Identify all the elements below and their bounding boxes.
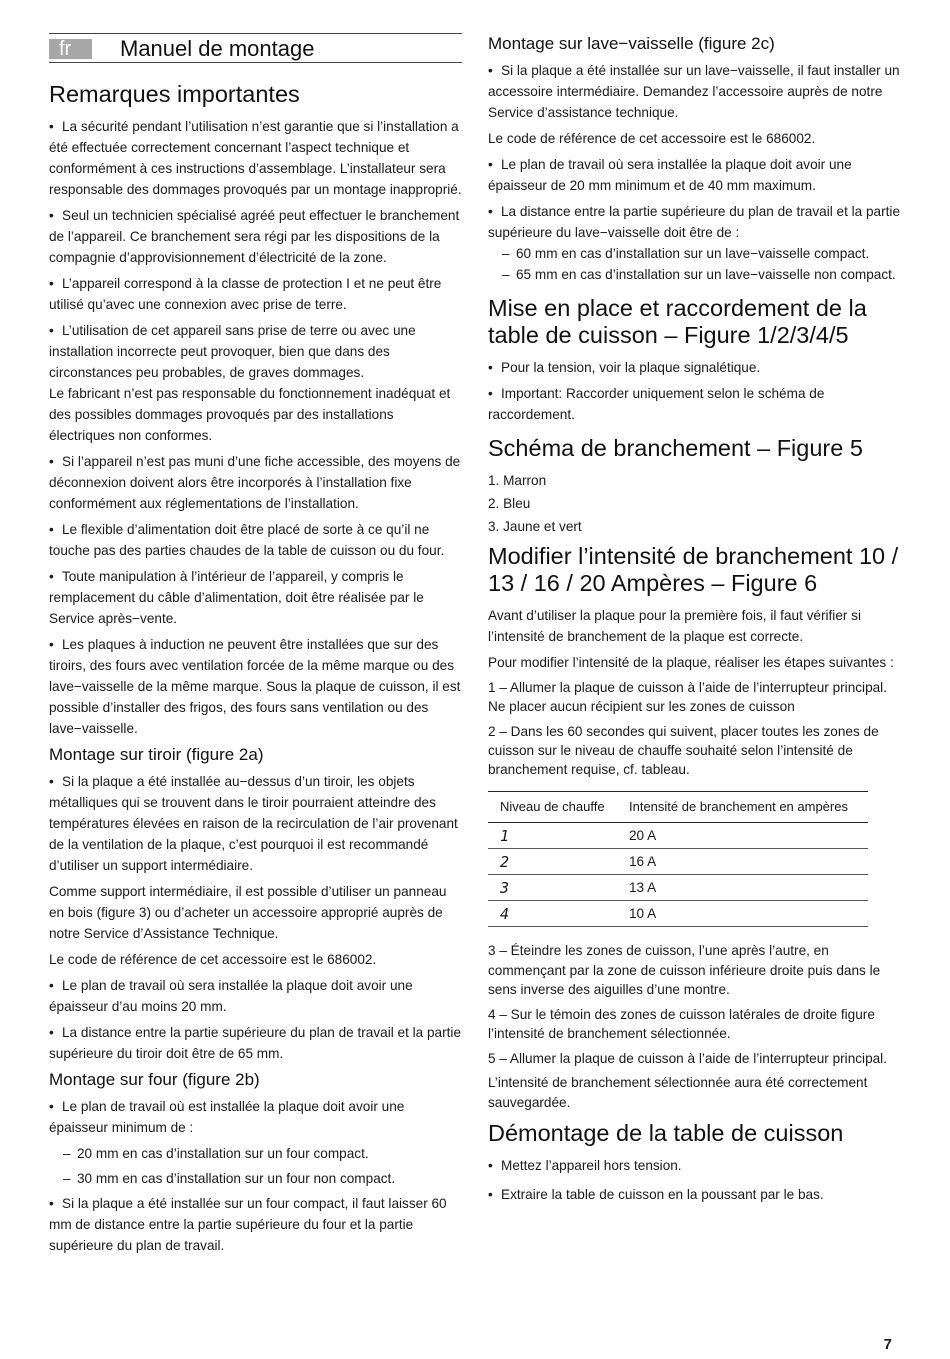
- manual-title: Manuel de montage: [120, 36, 315, 61]
- heading-demontage: Démontage de la table de cuisson: [488, 1120, 844, 1146]
- table-cell-level: 1: [488, 823, 617, 849]
- list-item: – 20 mm en cas d’installation sur un four compact.: [63, 1146, 369, 1161]
- paragraph: Le code de référence de cet accessoire est le 686002.: [488, 131, 816, 146]
- list-item: • Si la plaque a été installée sur un lave−vaisselle, il faut installer un accessoire intermédiaire. Demandez l’accessoire auprès de notre Service d’assistance technique.: [488, 63, 900, 120]
- paragraph: L’intensité de branchement sélectionnée aura été correctement sauvegardée.: [488, 1075, 868, 1110]
- mise-list: [488, 357, 900, 425]
- list-item: 2. Bleu: [488, 496, 531, 511]
- list-item: – 30 mm en cas d’installation sur un four non compact.: [63, 1171, 396, 1186]
- table-cell-amps: 16 A: [617, 849, 868, 875]
- list-item: • Le plan de travail où sera installée la plaque doit avoir une épaisseur d’au moins 20 mm.: [49, 978, 413, 1014]
- heading-mise-en-place: Mise en place et raccordement de la table de cuisson – Figure 1/2/3/4/5: [488, 295, 867, 348]
- four-dash-list: [49, 1143, 462, 1189]
- manual-header: [49, 33, 462, 63]
- table-row: [488, 901, 868, 927]
- heading-schema: Schéma de branchement – Figure 5: [488, 435, 863, 461]
- table-header-intensite: Intensité de branchement en ampères: [617, 792, 868, 823]
- left-column: [49, 33, 462, 1261]
- list-item: • Important: Raccorder uniquement selon le schéma de raccordement.: [488, 386, 825, 422]
- table-row: [488, 849, 868, 875]
- list-item: – 60 mm en cas d’installation sur un lave−vaisselle compact.: [502, 246, 870, 261]
- schema-list: [488, 470, 900, 537]
- table-cell-level: 4: [488, 901, 617, 927]
- paragraph: 5 – Allumer la plaque de cuisson à l’aide de l’interrupteur principal.: [488, 1050, 887, 1066]
- table-cell-level: 3: [488, 875, 617, 901]
- list-item: • Si l’appareil n’est pas muni d’une fiche accessible, des moyens de déconnexion doivent alors être incorporés à l’installation fixe conformément aux réglementations de l’installation.: [49, 454, 461, 511]
- list-item: • L’utilisation de cet appareil sans prise de terre ou avec une installation incorrecte peut provoquer, bien que dans des circonstances peu probables, de graves dommages. Le fabricant n’est pas responsable du fonctionnement inadéquat et des possibles dommages provoqués par des installations électriques non conformes.: [49, 323, 451, 443]
- paragraph: Avant d’utiliser la plaque pour la première fois, il faut vérifier si l’intensité de branchement de la plaque est correcte.: [488, 608, 861, 644]
- demontage-list: [488, 1155, 900, 1205]
- lave-dash-list: [488, 243, 900, 285]
- list-item: • Si la plaque a été installée sur un four compact, il faut laisser 60 mm de distance entre la partie supérieure du four et la partie supérieure du plan de travail.: [49, 1196, 447, 1253]
- list-item: – 65 mm en cas d’installation sur un lave−vaisselle non compact.: [502, 267, 896, 282]
- list-item: 1. Marron: [488, 473, 547, 488]
- list-item: • La distance entre la partie supérieure du plan de travail et la partie supérieure du lave−vaisselle doit être de :: [488, 204, 900, 240]
- tiroir-list-2: [49, 975, 462, 1064]
- page-number: 7: [883, 1336, 892, 1353]
- table-row: [488, 823, 868, 849]
- four-list-2: [49, 1193, 462, 1256]
- heading-modifier: Modifier l’intensité de branchement 10 / 13 / 16 / 20 Ampères – Figure 6: [488, 543, 899, 596]
- paragraph: 1 – Allumer la plaque de cuisson à l’aide de l’interrupteur principal. Ne placer aucun récipient sur les zones de cuisson: [488, 680, 887, 714]
- heading-lave-vaisselle: Montage sur lave−vaisselle (figure 2c): [488, 34, 775, 53]
- list-item: • Seul un technicien spécialisé agréé peut effectuer le branchement de l’appareil. Ce branchement sera régi par les dispositions de la compagnie d’approvisionnement d’électricité de la zone.: [49, 208, 460, 265]
- heading-tiroir: Montage sur tiroir (figure 2a): [49, 745, 264, 764]
- paragraph: 4 – Sur le témoin des zones de cuisson latérales de droite figure l’intensité de branchement sélectionnée.: [488, 1006, 875, 1041]
- heading-remarques: Remarques importantes: [49, 81, 300, 107]
- list-item: • Extraire la table de cuisson en la poussant par le bas.: [488, 1187, 824, 1202]
- list-item: • La distance entre la partie supérieure du plan de travail et la partie supérieure du tiroir doit être de 65 mm.: [49, 1025, 461, 1061]
- right-column: [488, 33, 900, 1210]
- list-item: • Le flexible d’alimentation doit être placé de sorte à ce qu’il ne touche pas des parties chaudes de la table de cuisson ou du four.: [49, 522, 445, 558]
- intensity-table: [488, 791, 868, 927]
- lave-list-2: [488, 154, 900, 243]
- list-item: • Toute manipulation à l’intérieur de l’appareil, y compris le remplacement du câble d’alimentation, doit être réalisée par le Service après−vente.: [49, 569, 424, 626]
- table-cell-amps: 20 A: [617, 823, 868, 849]
- paragraph: Pour modifier l’intensité de la plaque, réaliser les étapes suivantes :: [488, 655, 894, 670]
- tiroir-list: [49, 771, 462, 876]
- language-badge: fr: [49, 39, 92, 59]
- paragraph: 3 – Éteindre les zones de cuisson, l’une après l’autre, en commençant par la zone de cuisson inférieure droite puis dans le sens inverse des aiguilles d’une montre.: [488, 943, 881, 997]
- list-item: • Le plan de travail où est installée la plaque doit avoir une épaisseur minimum de :: [49, 1099, 405, 1135]
- list-item: • Pour la tension, voir la plaque signalétique.: [488, 360, 761, 375]
- lave-list: [488, 60, 900, 123]
- list-item: 3. Jaune et vert: [488, 519, 582, 534]
- table-cell-amps: 10 A: [617, 901, 868, 927]
- list-item: • Si la plaque a été installée au−dessus d’un tiroir, les objets métalliques qui se trouvent dans le tiroir pourraient atteindre des températures élevées en raison de la recirculation de l’air provenant de la ventilation de la plaque, c’est pourquoi il est recommandé d’utiliser un support intermédiaire.: [49, 774, 458, 873]
- paragraph: Le code de référence de cet accessoire est le 686002.: [49, 952, 377, 967]
- four-list: [49, 1096, 462, 1138]
- table-row: [488, 875, 868, 901]
- heading-four: Montage sur four (figure 2b): [49, 1070, 260, 1089]
- paragraph: Comme support intermédiaire, il est possible d’utiliser un panneau en bois (figure 3) ou d’acheter un accessoire approprié auprès de notre Service d’Assistance Technique.: [49, 884, 447, 941]
- table-header-niveau: Niveau de chauffe: [488, 792, 617, 823]
- list-item: • L’appareil correspond à la classe de protection I et ne peut être utilisé qu’avec une connexion avec prise de terre.: [49, 276, 442, 312]
- paragraph: 2 – Dans les 60 secondes qui suivent, placer toutes les zones de cuisson sur le niveau de chauffe souhaité selon l’intensité de branchement requise, cf. tableau.: [488, 724, 879, 777]
- list-item: • Les plaques à induction ne peuvent être installées que sur des tiroirs, des fours avec ventilation forcée de la même marque ou des lave−vaisselle de la même marque. Sous la plaque de cuisson, il est possible d’installer des frigos, des fours sans ventilation ou des lave−vaisselle.: [49, 637, 461, 736]
- list-item: • La sécurité pendant l’utilisation n’est garantie que si l’installation a été effectuée correctement concernant l’aspect technique et conformément à ces instructions d’assemblage. L’installateur sera responsable des dommages provoqués par un montage inapproprié.: [49, 119, 462, 197]
- table-cell-amps: 13 A: [617, 875, 868, 901]
- list-item: • Le plan de travail où sera installée la plaque doit avoir une épaisseur de 20 mm minimum et de 40 mm maximum.: [488, 157, 852, 193]
- list-item: • Mettez l’appareil hors tension.: [488, 1158, 682, 1173]
- remarques-list: [49, 116, 462, 739]
- table-cell-level: 2: [488, 849, 617, 875]
